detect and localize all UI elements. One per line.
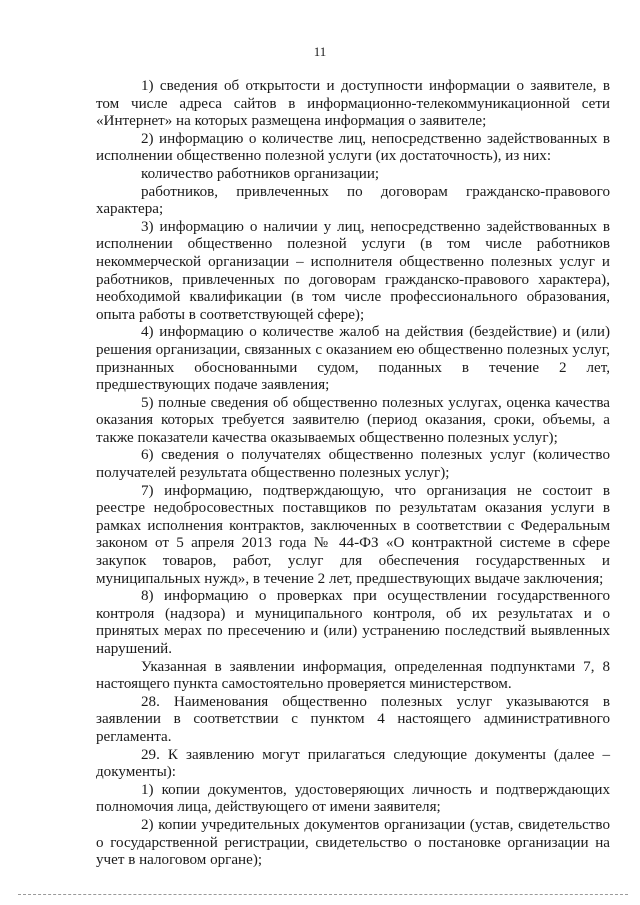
- paragraph-3-qualification: 3) информацию о наличии у лиц, непосредственно задействованных в исполнении общественно полезной услуги (в том числе работников некоммерческой организации – исполнителя общественно полезных услуг и работников, привлеченных по договорам гражданско-правового характера), необходимой квалификации (в том числе профессионального образования, опыта работы в соответствующей сфере);: [96, 218, 610, 323]
- page-number: 11: [313, 44, 327, 59]
- paragraph-28-service-names: 28. Наименования общественно полезных услуг указываются в заявлении в соответствии с пунктом 4 настоящего административного регламента.: [96, 693, 610, 745]
- paragraph-4-complaints: 4) информацию о количестве жалоб на действия (бездействие) и (или) решения организации, связанных с оказанием ею общественно полезных услуг, признанных обоснованными судом, поданных в течение 2 лет, предшествующих подаче заявления;: [96, 324, 610, 394]
- paragraph-7-supplier-registry: 7) информацию, подтверждающую, что организация не состоит в реестре недобросовестных поставщиков по результатам оказания услуги в рамках исполнения контрактов, заключенных в соответствии с Федеральным законом от 5 апреля 2013 года № 44-ФЗ «О контрактной системе в сфере закупок товаров, работ, услуг для обеспечения государственных и муниципальных нужд», в течение 2 лет, предшествующих выдаче заключения;: [96, 482, 610, 587]
- paragraph-5-services-info: 5) полные сведения об общественно полезных услугах, оценка качества оказания которых требуется заявителю (период оказания, сроки, объемы, а также показатели качества оказываемых общественно полезных услуг);: [96, 394, 610, 446]
- paragraph-2-staff-count: 2) информацию о количестве лиц, непосредственно задействованных в исполнении общественно полезной услуги (их достаточность), из них:: [96, 130, 610, 165]
- paragraph-1-open-info: 1) сведения об открытости и доступности информации о заявителе, в том числе адреса сайтов в информационно-телекоммуникационной сети «Интернет» на которых размещена информация о заявителе;: [96, 78, 610, 130]
- paragraph-attachment-2-founding-docs: 2) копии учредительных документов организации (устав, свидетельство о государственной регистрации, свидетельство о постановке организации на учет в налоговом органе);: [96, 816, 610, 869]
- paragraph-6-recipients: 6) сведения о получателях общественно полезных услуг (количество получателей результата общественно полезных услуг);: [96, 447, 610, 482]
- document-body: [96, 78, 610, 870]
- paragraph-29-attachments: 29. К заявлению могут прилагаться следующие документы (далее – документы):: [96, 746, 610, 781]
- paragraph-attachment-1-identity: 1) копии документов, удостоверяющих личность и подтверждающих полномочия лица, действующего от имени заявителя;: [96, 781, 610, 816]
- paragraph-contract-workers: работников, привлеченных по договорам гражданско-правового характера;: [96, 183, 610, 218]
- paragraph-verification-note: Указанная в заявлении информация, определенная подпунктами 7, 8 настоящего пункта самостоятельно проверяется министерством.: [96, 658, 610, 693]
- paragraph-employees: количество работников организации;: [141, 165, 380, 182]
- footer-divider: [18, 894, 628, 895]
- paragraph-8-inspections: 8) информацию о проверках при осуществлении государственного контроля (надзора) и муниципального контроля, об их результатах и о принятых мерах по пресечению и (или) устранению последствий выявленных нарушений.: [96, 588, 610, 657]
